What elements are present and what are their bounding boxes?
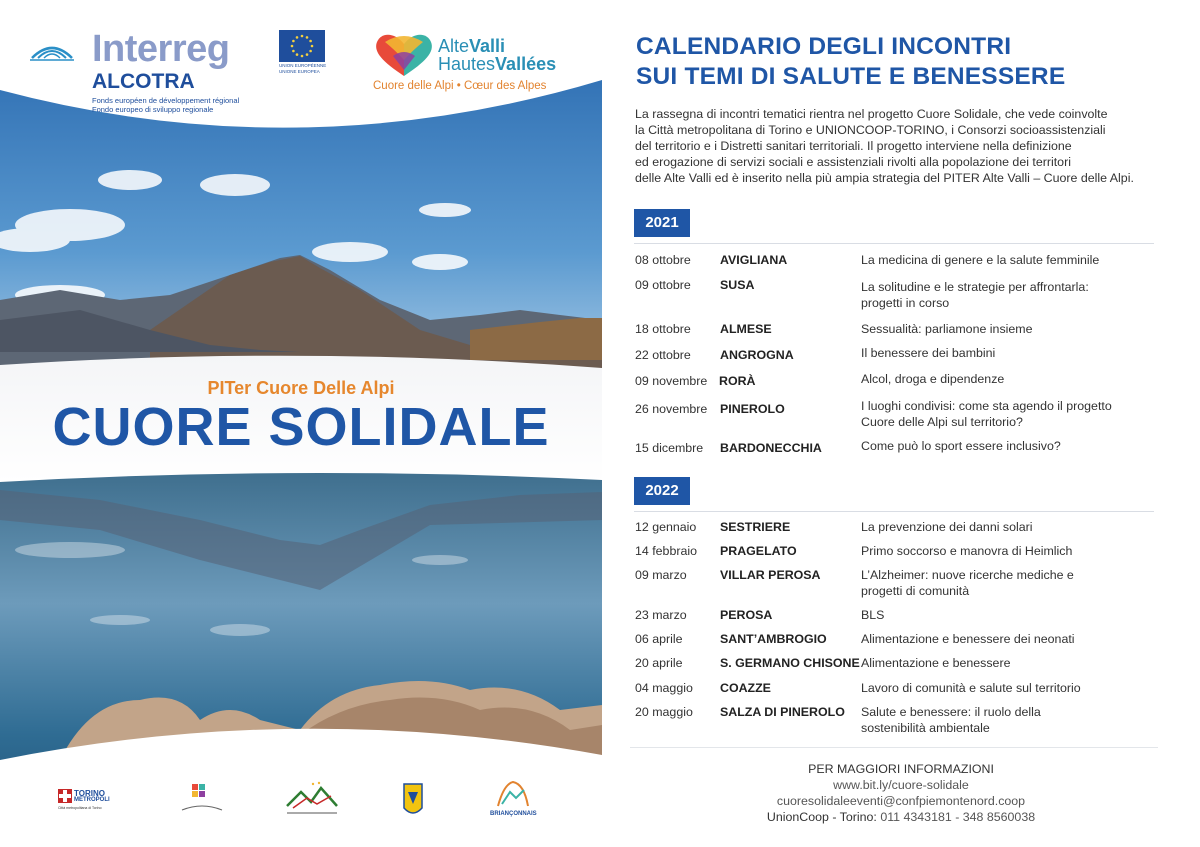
event-topic: La solitudine e le strategie per affrontarla: progetti in corso (861, 280, 1089, 310)
year-badge-2022: 2022 (634, 477, 690, 505)
event-place: PEROSA (720, 608, 773, 622)
event-date: 09 ottobre (635, 278, 691, 292)
divider (634, 511, 1154, 512)
partner-logos (0, 770, 602, 830)
coat-of-arms-icon (398, 782, 428, 820)
event-topic: Sessualità: parliamone insieme (861, 322, 1033, 336)
event-topic: Primo soccorso e manovra di Heimlich (861, 544, 1073, 558)
piter-subtitle: PITer Cuore Delle Alpi (207, 378, 395, 398)
intro-paragraph: La rassegna di incontri tematici rientra nel progetto Cuore Solidale, che vede coinvolte la Città metropolitana di Torino e UNIONCOOP-TORINO, i Consorzi socioassistenziali del territorio e i Distretti sanitari territoriali. Il progetto interviene nella definizione ed erogazione di servizi sociali e assistenziali rivolti alla popolazione dei territori delle Alte Valli ed è inserito nella più ampia strategia del PITER Alte Valli – Cuore delle Alpi. (635, 107, 1134, 185)
event-topic: Il benessere dei bambini (861, 346, 996, 360)
fonds-text-fr: Fonds européen de développement régional (92, 96, 240, 105)
eu-caption-fr: UNION EUROPÉENNE (279, 63, 327, 68)
calendar-panel (602, 0, 1200, 847)
brianconnais-mountain-icon (490, 778, 536, 810)
altevalli-line-fr: HautesVallées (438, 54, 557, 74)
event-date: 09 marzo (635, 568, 687, 582)
info-url-link[interactable]: www.bit.ly/cuore-solidale (833, 778, 969, 792)
municipality-logo-icon (178, 782, 226, 820)
event-topic: Come può lo sport essere inclusivo? (861, 439, 1061, 453)
event-topic: Alimentazione e benessere (861, 656, 1011, 670)
torino-metropoli-logo: TORINO METROPOLI Città metropolitana di Torino (58, 789, 110, 810)
divider (630, 747, 1158, 748)
event-place: COAZZE (720, 681, 771, 695)
event-place: BARDONECCHIA (720, 441, 822, 455)
event-date: 09 novembre (635, 374, 708, 388)
event-topic: Salute e benessere: il ruolo della sostenibilità ambientale (861, 705, 1041, 735)
event-topic: La prevenzione dei danni solari (861, 520, 1033, 534)
event-place: RORÀ (719, 374, 756, 388)
heart-logo-icon (373, 30, 435, 78)
event-place: PRAGELATO (720, 544, 797, 558)
event-date: 26 novembre (635, 402, 708, 416)
brianconnais-logo: BRIANÇONNAIS (490, 778, 536, 822)
cover-title: CUORE SOLIDALE (52, 397, 550, 457)
eu-flag-icon (279, 30, 325, 62)
calendar-title: CALENDARIO DEGLI INCONTRI SUI TEMI DI SALUTE E BENESSERE (636, 33, 1066, 90)
event-place: VILLAR PEROSA (720, 568, 821, 582)
event-date: 14 febbraio (635, 544, 698, 558)
eu-caption-it: UNIONE EUROPEA (279, 69, 320, 74)
interreg-mark-icon (30, 36, 74, 66)
info-heading: PER MAGGIORI INFORMAZIONI (808, 762, 994, 776)
year-badge-2021: 2021 (634, 209, 690, 237)
event-place: SALZA DI PINEROLO (720, 705, 845, 719)
event-place: SESTRIERE (720, 520, 791, 534)
event-place: SANT’AMBROGIO (720, 632, 827, 646)
event-topic: Alcol, droga e dipendenze (861, 372, 1005, 386)
torino-shield-icon (58, 789, 72, 803)
event-date: 22 ottobre (635, 348, 691, 362)
event-date: 08 ottobre (635, 253, 691, 267)
event-place: AVIGLIANA (720, 253, 788, 267)
event-date: 12 gennaio (635, 520, 697, 534)
event-date: 23 marzo (635, 608, 687, 622)
event-topic: BLS (861, 608, 885, 622)
event-place: S. GERMANO CHISONE (720, 656, 860, 670)
event-date: 04 maggio (635, 681, 693, 695)
altevalli-line-it: AlteValli (438, 36, 506, 56)
event-place: SUSA (720, 278, 755, 292)
comunita-montana-logo-icon (283, 780, 341, 820)
event-date: 18 ottobre (635, 322, 691, 336)
interreg-wordmark: Interreg (92, 28, 230, 70)
interreg-logo (30, 28, 270, 118)
info-phone: UnionCoop - Torino: 011 4343181 - 348 8560038 (766, 810, 1036, 824)
event-date: 06 aprile (635, 632, 683, 646)
event-topic: L’Alzheimer: nuove ricerche mediche e progetti di comunità (861, 568, 1074, 598)
info-email-link[interactable]: cuoresolidaleeventi@confpiemontenord.coop (776, 794, 1026, 808)
divider (634, 243, 1154, 244)
event-date: 20 aprile (635, 656, 683, 670)
event-date: 20 maggio (635, 705, 693, 719)
event-place: ALMESE (720, 322, 772, 336)
altevalli-tagline: Cuore delle Alpi • Cœur des Alpes (373, 80, 547, 92)
alcotra-wordmark: ALCOTRA (92, 70, 195, 93)
event-date: 15 dicembre (635, 441, 704, 455)
event-topic: La medicina di genere e la salute femminile (861, 253, 1100, 267)
event-place: PINEROLO (720, 402, 785, 416)
altevalli-logo (373, 30, 573, 100)
event-topic: I luoghi condivisi: come sta agendo il progetto Cuore delle Alpi sul territorio? (861, 399, 1112, 429)
event-topic: Lavoro di comunità e salute sul territorio (861, 681, 1081, 695)
fonds-text-it: Fondo europeo di sviluppo regionale (92, 105, 214, 114)
event-topic: Alimentazione e benessere dei neonati (861, 632, 1075, 646)
event-place: ANGROGNA (720, 348, 794, 362)
